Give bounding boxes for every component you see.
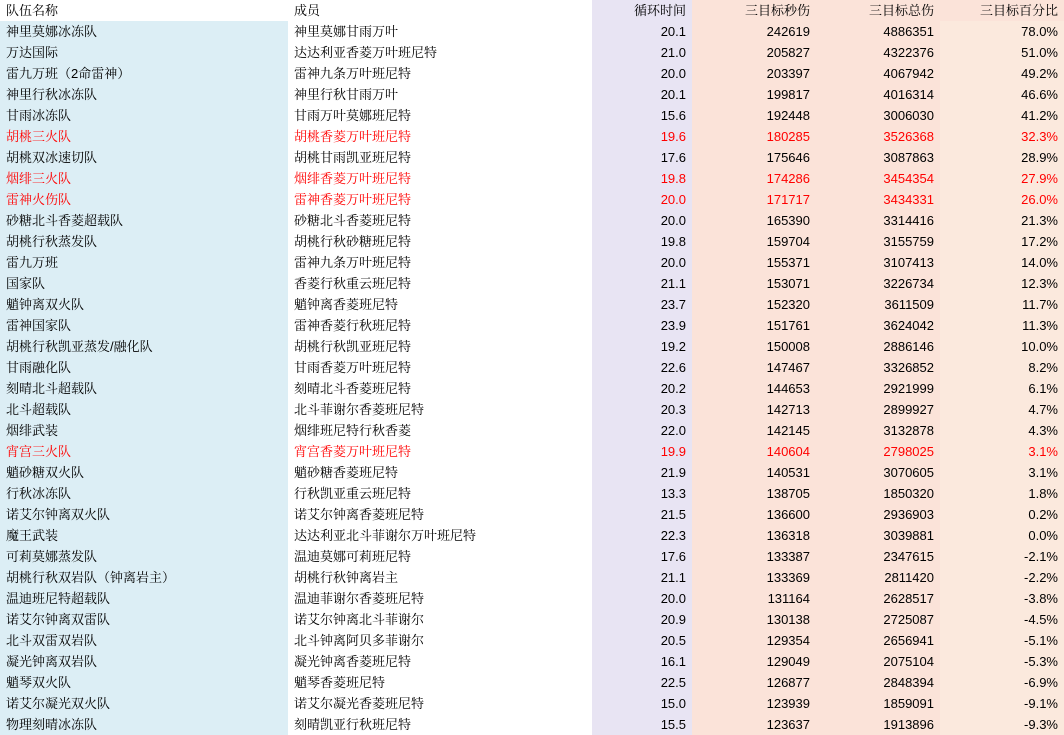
cell-total3: 2725087 — [816, 609, 940, 630]
cell-team: 魈琴双火队 — [0, 672, 288, 693]
cell-dps3: 144653 — [692, 378, 816, 399]
table-row — [0, 525, 1064, 546]
cell-cycle: 20.0 — [592, 252, 692, 273]
cell-dps3: 126877 — [692, 672, 816, 693]
cell-dps3: 171717 — [692, 189, 816, 210]
cell-dps3: 165390 — [692, 210, 816, 231]
cell-pct3: 51.0% — [940, 42, 1064, 63]
cell-total3: 3526368 — [816, 126, 940, 147]
cell-total3: 4322376 — [816, 42, 940, 63]
cell-cycle: 19.8 — [592, 168, 692, 189]
cell-member: 神里行秋甘雨万叶 — [288, 84, 592, 105]
cell-total3: 2628517 — [816, 588, 940, 609]
cell-dps3: 140604 — [692, 441, 816, 462]
table-row — [0, 630, 1064, 651]
cell-dps3: 133369 — [692, 567, 816, 588]
cell-dps3: 133387 — [692, 546, 816, 567]
cell-pct3: 26.0% — [940, 189, 1064, 210]
cell-team: 神里莫娜冰冻队 — [0, 21, 288, 42]
cell-pct3: -6.9% — [940, 672, 1064, 693]
cell-pct3: 32.3% — [940, 126, 1064, 147]
cell-dps3: 153071 — [692, 273, 816, 294]
table-row — [0, 63, 1064, 84]
cell-pct3: -9.1% — [940, 693, 1064, 714]
header-row — [0, 0, 1064, 21]
cell-team: 可莉莫娜蒸发队 — [0, 546, 288, 567]
cell-pct3: -5.3% — [940, 651, 1064, 672]
cell-member: 香菱行秋重云班尼特 — [288, 273, 592, 294]
cell-total3: 2936903 — [816, 504, 940, 525]
cell-team: 雷九万班（2命雷神） — [0, 63, 288, 84]
cell-member: 魈琴香菱班尼特 — [288, 672, 592, 693]
cell-pct3: 27.9% — [940, 168, 1064, 189]
cell-total3: 3624042 — [816, 315, 940, 336]
cell-member: 雷神香菱行秋班尼特 — [288, 315, 592, 336]
cell-team: 物理刻晴冰冻队 — [0, 714, 288, 735]
table-row — [0, 42, 1064, 63]
cell-member: 北斗菲谢尔香菱班尼特 — [288, 399, 592, 420]
cell-cycle: 22.5 — [592, 672, 692, 693]
cell-pct3: 17.2% — [940, 231, 1064, 252]
cell-total3: 3314416 — [816, 210, 940, 231]
cell-member: 烟绯香菱万叶班尼特 — [288, 168, 592, 189]
table-row — [0, 504, 1064, 525]
table-row — [0, 588, 1064, 609]
table-row — [0, 357, 1064, 378]
column-header-cycle: 循环时间 — [592, 0, 692, 21]
cell-pct3: 46.6% — [940, 84, 1064, 105]
cell-dps3: 155371 — [692, 252, 816, 273]
column-header-pct3: 三目标百分比 — [940, 0, 1064, 21]
table-row — [0, 651, 1064, 672]
cell-pct3: 10.0% — [940, 336, 1064, 357]
cell-total3: 3039881 — [816, 525, 940, 546]
cell-pct3: 11.3% — [940, 315, 1064, 336]
cell-pct3: 14.0% — [940, 252, 1064, 273]
cell-member: 北斗钟离阿贝多菲谢尔 — [288, 630, 592, 651]
cell-team: 神里行秋冰冻队 — [0, 84, 288, 105]
cell-pct3: -2.1% — [940, 546, 1064, 567]
cell-cycle: 22.6 — [592, 357, 692, 378]
table-row — [0, 420, 1064, 441]
cell-cycle: 20.5 — [592, 630, 692, 651]
cell-total3: 4886351 — [816, 21, 940, 42]
table-row — [0, 126, 1064, 147]
cell-pct3: 4.7% — [940, 399, 1064, 420]
cell-member: 神里莫娜甘雨万叶 — [288, 21, 592, 42]
table-row — [0, 189, 1064, 210]
cell-member: 甘雨香菱万叶班尼特 — [288, 357, 592, 378]
cell-dps3: 174286 — [692, 168, 816, 189]
cell-cycle: 15.5 — [592, 714, 692, 735]
cell-team: 北斗超载队 — [0, 399, 288, 420]
cell-member: 胡桃甘雨凯亚班尼特 — [288, 147, 592, 168]
cell-member: 胡桃行秋凯亚班尼特 — [288, 336, 592, 357]
cell-member: 诺艾尔凝光香菱班尼特 — [288, 693, 592, 714]
cell-cycle: 19.8 — [592, 231, 692, 252]
column-header-team: 队伍名称 — [0, 0, 288, 21]
cell-pct3: -4.5% — [940, 609, 1064, 630]
cell-dps3: 203397 — [692, 63, 816, 84]
cell-member: 行秋凯亚重云班尼特 — [288, 483, 592, 504]
cell-member: 宵宫香菱万叶班尼特 — [288, 441, 592, 462]
cell-cycle: 19.6 — [592, 126, 692, 147]
cell-pct3: 3.1% — [940, 462, 1064, 483]
cell-cycle: 17.6 — [592, 147, 692, 168]
cell-team: 诺艾尔凝光双火队 — [0, 693, 288, 714]
cell-total3: 3326852 — [816, 357, 940, 378]
cell-team: 烟绯三火队 — [0, 168, 288, 189]
cell-total3: 1913896 — [816, 714, 940, 735]
cell-total3: 1850320 — [816, 483, 940, 504]
table-row — [0, 84, 1064, 105]
cell-member: 诺艾尔钟离北斗菲谢尔 — [288, 609, 592, 630]
cell-cycle: 22.0 — [592, 420, 692, 441]
cell-team: 雷九万班 — [0, 252, 288, 273]
cell-member: 雷神九条万叶班尼特 — [288, 252, 592, 273]
cell-team: 砂糖北斗香菱超载队 — [0, 210, 288, 231]
table-row — [0, 21, 1064, 42]
table-row — [0, 231, 1064, 252]
cell-cycle: 20.3 — [592, 399, 692, 420]
cell-member: 魈砂糖香菱班尼特 — [288, 462, 592, 483]
cell-team: 雷神国家队 — [0, 315, 288, 336]
cell-total3: 2798025 — [816, 441, 940, 462]
cell-cycle: 20.0 — [592, 588, 692, 609]
cell-cycle: 21.5 — [592, 504, 692, 525]
cell-pct3: 21.3% — [940, 210, 1064, 231]
cell-team: 魔王武装 — [0, 525, 288, 546]
cell-dps3: 123939 — [692, 693, 816, 714]
cell-pct3: 28.9% — [940, 147, 1064, 168]
cell-member: 雷神香菱万叶班尼特 — [288, 189, 592, 210]
cell-dps3: 175646 — [692, 147, 816, 168]
cell-team: 胡桃行秋蒸发队 — [0, 231, 288, 252]
cell-dps3: 131164 — [692, 588, 816, 609]
cell-member: 诺艾尔钟离香菱班尼特 — [288, 504, 592, 525]
cell-team: 雷神火伤队 — [0, 189, 288, 210]
cell-total3: 2656941 — [816, 630, 940, 651]
cell-team: 诺艾尔钟离双雷队 — [0, 609, 288, 630]
cell-pct3: 8.2% — [940, 357, 1064, 378]
cell-cycle: 20.0 — [592, 189, 692, 210]
cell-dps3: 152320 — [692, 294, 816, 315]
cell-cycle: 20.9 — [592, 609, 692, 630]
cell-pct3: -9.3% — [940, 714, 1064, 735]
cell-member: 胡桃行秋钟离岩主 — [288, 567, 592, 588]
cell-cycle: 23.7 — [592, 294, 692, 315]
cell-total3: 2075104 — [816, 651, 940, 672]
cell-member: 温迪莫娜可莉班尼特 — [288, 546, 592, 567]
cell-team: 刻晴北斗超载队 — [0, 378, 288, 399]
cell-member: 达达利亚香菱万叶班尼特 — [288, 42, 592, 63]
cell-total3: 2899927 — [816, 399, 940, 420]
cell-total3: 3454354 — [816, 168, 940, 189]
cell-total3: 2848394 — [816, 672, 940, 693]
cell-member: 凝光钟离香菱班尼特 — [288, 651, 592, 672]
cell-team: 烟绯武装 — [0, 420, 288, 441]
cell-dps3: 147467 — [692, 357, 816, 378]
column-header-total3: 三目标总伤 — [816, 0, 940, 21]
table-row — [0, 693, 1064, 714]
table-row — [0, 294, 1064, 315]
table-row — [0, 273, 1064, 294]
table-row — [0, 399, 1064, 420]
table-row — [0, 168, 1064, 189]
table-row — [0, 546, 1064, 567]
cell-total3: 3006030 — [816, 105, 940, 126]
cell-pct3: 12.3% — [940, 273, 1064, 294]
cell-dps3: 130138 — [692, 609, 816, 630]
cell-dps3: 136600 — [692, 504, 816, 525]
cell-total3: 3087863 — [816, 147, 940, 168]
cell-team: 胡桃双冰速切队 — [0, 147, 288, 168]
cell-total3: 1859091 — [816, 693, 940, 714]
cell-team: 凝光钟离双岩队 — [0, 651, 288, 672]
cell-total3: 2347615 — [816, 546, 940, 567]
cell-pct3: 1.8% — [940, 483, 1064, 504]
cell-pct3: 0.2% — [940, 504, 1064, 525]
column-header-dps3: 三目标秒伤 — [692, 0, 816, 21]
cell-cycle: 20.0 — [592, 63, 692, 84]
cell-dps3: 150008 — [692, 336, 816, 357]
cell-team: 国家队 — [0, 273, 288, 294]
cell-pct3: -5.1% — [940, 630, 1064, 651]
cell-dps3: 205827 — [692, 42, 816, 63]
table-body — [0, 21, 1064, 735]
cell-cycle: 21.1 — [592, 273, 692, 294]
cell-member: 温迪菲谢尔香菱班尼特 — [288, 588, 592, 609]
cell-cycle: 21.0 — [592, 42, 692, 63]
cell-member: 达达利亚北斗菲谢尔万叶班尼特 — [288, 525, 592, 546]
cell-pct3: 4.3% — [940, 420, 1064, 441]
cell-team: 甘雨冰冻队 — [0, 105, 288, 126]
cell-dps3: 242619 — [692, 21, 816, 42]
cell-total3: 4016314 — [816, 84, 940, 105]
cell-cycle: 17.6 — [592, 546, 692, 567]
cell-pct3: 3.1% — [940, 441, 1064, 462]
table-row — [0, 567, 1064, 588]
cell-cycle: 20.1 — [592, 84, 692, 105]
cell-team: 魈钟离双火队 — [0, 294, 288, 315]
cell-dps3: 142713 — [692, 399, 816, 420]
cell-member: 魈钟离香菱班尼特 — [288, 294, 592, 315]
cell-total3: 3611509 — [816, 294, 940, 315]
cell-dps3: 180285 — [692, 126, 816, 147]
cell-pct3: 78.0% — [940, 21, 1064, 42]
table-row — [0, 609, 1064, 630]
cell-cycle: 21.9 — [592, 462, 692, 483]
cell-total3: 3132878 — [816, 420, 940, 441]
cell-cycle: 15.0 — [592, 693, 692, 714]
cell-cycle: 16.1 — [592, 651, 692, 672]
cell-member: 刻晴凯亚行秋班尼特 — [288, 714, 592, 735]
cell-dps3: 140531 — [692, 462, 816, 483]
cell-team: 胡桃行秋凯亚蒸发/融化队 — [0, 336, 288, 357]
table-row — [0, 483, 1064, 504]
cell-cycle: 19.2 — [592, 336, 692, 357]
cell-dps3: 138705 — [692, 483, 816, 504]
column-header-member: 成员 — [288, 0, 592, 21]
cell-pct3: -3.8% — [940, 588, 1064, 609]
table-header — [0, 0, 1064, 21]
cell-member: 甘雨万叶莫娜班尼特 — [288, 105, 592, 126]
cell-total3: 3070605 — [816, 462, 940, 483]
cell-cycle: 15.6 — [592, 105, 692, 126]
table-row — [0, 210, 1064, 231]
cell-total3: 3226734 — [816, 273, 940, 294]
cell-member: 胡桃行秋砂糖班尼特 — [288, 231, 592, 252]
cell-dps3: 129354 — [692, 630, 816, 651]
cell-member: 烟绯班尼特行秋香菱 — [288, 420, 592, 441]
cell-member: 刻晴北斗香菱班尼特 — [288, 378, 592, 399]
cell-team: 万达国际 — [0, 42, 288, 63]
cell-dps3: 159704 — [692, 231, 816, 252]
cell-cycle: 19.9 — [592, 441, 692, 462]
cell-team: 诺艾尔钟离双火队 — [0, 504, 288, 525]
cell-dps3: 136318 — [692, 525, 816, 546]
cell-team: 甘雨融化队 — [0, 357, 288, 378]
cell-member: 胡桃香菱万叶班尼特 — [288, 126, 592, 147]
cell-total3: 3434331 — [816, 189, 940, 210]
cell-total3: 2921999 — [816, 378, 940, 399]
cell-cycle: 21.1 — [592, 567, 692, 588]
cell-team: 北斗双雷双岩队 — [0, 630, 288, 651]
table-row — [0, 378, 1064, 399]
cell-dps3: 123637 — [692, 714, 816, 735]
cell-dps3: 129049 — [692, 651, 816, 672]
cell-dps3: 192448 — [692, 105, 816, 126]
cell-total3: 3107413 — [816, 252, 940, 273]
cell-member: 砂糖北斗香菱班尼特 — [288, 210, 592, 231]
table-row — [0, 105, 1064, 126]
cell-cycle: 20.1 — [592, 21, 692, 42]
table-row — [0, 672, 1064, 693]
cell-team: 胡桃三火队 — [0, 126, 288, 147]
cell-cycle: 20.2 — [592, 378, 692, 399]
cell-total3: 2886146 — [816, 336, 940, 357]
cell-pct3: 11.7% — [940, 294, 1064, 315]
cell-dps3: 199817 — [692, 84, 816, 105]
cell-team: 宵宫三火队 — [0, 441, 288, 462]
cell-team: 温迪班尼特超载队 — [0, 588, 288, 609]
table-row — [0, 147, 1064, 168]
cell-cycle: 13.3 — [592, 483, 692, 504]
cell-pct3: 6.1% — [940, 378, 1064, 399]
table-row — [0, 252, 1064, 273]
cell-dps3: 142145 — [692, 420, 816, 441]
table-row — [0, 714, 1064, 735]
cell-pct3: -2.2% — [940, 567, 1064, 588]
cell-total3: 2811420 — [816, 567, 940, 588]
cell-team: 魈砂糖双火队 — [0, 462, 288, 483]
cell-total3: 4067942 — [816, 63, 940, 84]
table-row — [0, 462, 1064, 483]
cell-team: 胡桃行秋双岩队（钟离岩主） — [0, 567, 288, 588]
cell-team: 行秋冰冻队 — [0, 483, 288, 504]
table-row — [0, 441, 1064, 462]
table-row — [0, 336, 1064, 357]
table-row — [0, 315, 1064, 336]
cell-cycle: 20.0 — [592, 210, 692, 231]
cell-member: 雷神九条万叶班尼特 — [288, 63, 592, 84]
cell-dps3: 151761 — [692, 315, 816, 336]
cell-pct3: 49.2% — [940, 63, 1064, 84]
cell-pct3: 0.0% — [940, 525, 1064, 546]
cell-cycle: 23.9 — [592, 315, 692, 336]
cell-pct3: 41.2% — [940, 105, 1064, 126]
cell-total3: 3155759 — [816, 231, 940, 252]
cell-cycle: 22.3 — [592, 525, 692, 546]
